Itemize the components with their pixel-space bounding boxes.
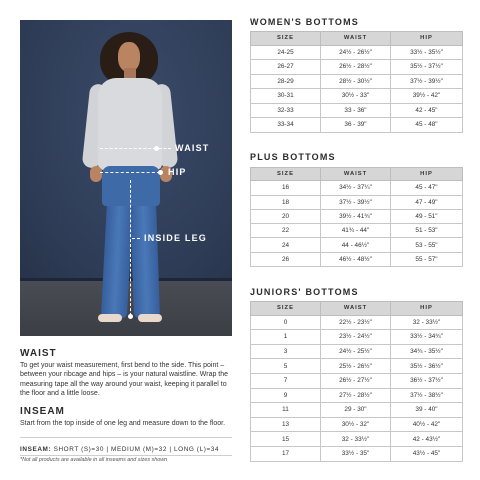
model-shoe-right [138,314,162,322]
model-hand-left [90,166,102,182]
cell-waist: 26½ - 27½" [321,373,391,388]
inseam-sizes-row [20,446,234,453]
cell-hip: 45 - 48" [391,118,463,133]
table-row [251,60,463,75]
cell-waist: 37½ - 39½" [321,195,391,209]
inseam-sizes-label: INSEAM: [20,446,52,453]
column-header-waist: WAIST [321,168,391,181]
cell-waist: 29 - 30" [321,403,391,418]
column-header-hip: HIP [391,302,463,316]
cell-waist: 32 - 33½" [321,432,391,447]
table-row [251,446,463,461]
cell-waist: 36 - 39" [321,118,391,133]
waist-measure-line [100,148,156,149]
table-row [251,181,463,195]
table-row [251,344,463,359]
cell-size: 1 [251,330,321,345]
divider-top [20,437,232,438]
table-row [251,359,463,374]
womens-table-title: WOMEN'S BOTTOMS [250,17,359,27]
cell-waist: 44 - 46½" [321,238,391,252]
cell-size: 20 [251,209,321,223]
inseam-instructions: Start from the top inside of one leg and measure down to the floor. [20,420,226,427]
table-header-row [251,168,463,181]
model-photo [20,20,232,336]
inseam-sizes-values: SHORT (S)=30 | MEDIUM (M)=32 | LONG (L)=34 [53,446,220,453]
cell-waist: 34½ - 37¼" [321,181,391,195]
cell-hip: 33½ - 34¾" [391,330,463,345]
table-row [251,388,463,403]
waist-callout-line [159,148,171,149]
cell-waist: 23½ - 24½" [321,330,391,345]
table-row [251,45,463,60]
cell-waist: 26½ - 28½" [321,60,391,75]
table-row [251,224,463,238]
cell-hip: 36½ - 37½" [391,373,463,388]
juniors-table-title: JUNIORS' BOTTOMS [250,287,359,297]
cell-waist: 30½ - 32" [321,417,391,432]
table-row [251,103,463,118]
availability-footnote: *Not all products are available in all inseams and sizes shown [20,457,168,463]
cell-hip: 34¾ - 35½" [391,344,463,359]
plus-size-table [250,167,463,267]
plus-table-title: PLUS BOTTOMS [250,152,336,162]
cell-size: 18 [251,195,321,209]
cell-hip: 49 - 51" [391,209,463,223]
table-row [251,315,463,330]
model-shoe-left [98,314,122,322]
cell-size: 24-25 [251,45,321,60]
cell-size: 16 [251,181,321,195]
cell-size: 32-33 [251,103,321,118]
column-header-hip: HIP [391,168,463,181]
inside-leg-measure-point [128,314,133,319]
cell-size: 11 [251,403,321,418]
cell-waist: 41¾ - 44" [321,224,391,238]
cell-size: 30-31 [251,89,321,104]
cell-hip: 47 - 49" [391,195,463,209]
cell-waist: 46½ - 48½" [321,252,391,266]
table-header-row [251,32,463,46]
hip-measure-point [158,170,163,175]
cell-size: 24 [251,238,321,252]
cell-waist: 22½ - 23½" [321,315,391,330]
cell-hip: 39½ - 42" [391,89,463,104]
model-sweater [98,78,162,170]
column-header-size: SIZE [251,302,321,316]
cell-size: 0 [251,315,321,330]
inside-leg-label: INSIDE LEG [144,233,208,243]
table-row [251,74,463,89]
table-row [251,417,463,432]
table-row [251,432,463,447]
column-header-waist: WAIST [321,302,391,316]
table-row [251,252,463,266]
table-row [251,118,463,133]
cell-hip: 51 - 53" [391,224,463,238]
model-leg-left [101,199,133,318]
table-row [251,330,463,345]
table-header-row [251,302,463,316]
cell-size: 17 [251,446,321,461]
cell-waist: 24½ - 26½" [321,45,391,60]
divider-bottom [20,455,232,456]
cell-waist: 28½ - 30½" [321,74,391,89]
waist-instructions: To get your waist measurement, first bend to the side. This point – between your ribcage and hips – is your natural waistline. Wrap the measuring tape all the way around your waist, keeping it parallel to the floor and a little loose. [20,362,229,398]
inside-leg-callout-line [132,238,140,239]
column-header-hip: HIP [391,32,463,46]
cell-size: 13 [251,417,321,432]
cell-hip: 35½ - 37½" [391,60,463,75]
table-row [251,195,463,209]
cell-waist: 39½ - 41¾" [321,209,391,223]
table-row [251,89,463,104]
cell-size: 26 [251,252,321,266]
cell-size: 7 [251,373,321,388]
table-row [251,209,463,223]
cell-hip: 37½ - 38½" [391,388,463,403]
cell-size: 5 [251,359,321,374]
cell-size: 15 [251,432,321,447]
juniors-size-table [250,301,463,462]
cell-hip: 43½ - 45" [391,446,463,461]
column-header-size: SIZE [251,168,321,181]
cell-hip: 45 - 47" [391,181,463,195]
cell-hip: 32 - 33½" [391,315,463,330]
hip-label: HIP [168,167,187,177]
cell-hip: 37½ - 39½" [391,74,463,89]
inside-leg-measure-line [130,180,131,316]
cell-hip: 40½ - 42" [391,417,463,432]
cell-size: 28-29 [251,74,321,89]
cell-size: 33-34 [251,118,321,133]
waist-heading: WAIST [20,348,57,359]
cell-hip: 35½ - 36½" [391,359,463,374]
inseam-heading: INSEAM [20,406,65,417]
hip-measure-line [100,172,160,173]
cell-hip: 42 - 45" [391,103,463,118]
model-leg-right [130,200,160,319]
cell-hip: 42 - 43½" [391,432,463,447]
cell-waist: 25½ - 26½" [321,359,391,374]
waist-label: WAIST [175,143,210,153]
table-row [251,373,463,388]
cell-waist: 27½ - 28½" [321,388,391,403]
cell-waist: 24½ - 25½" [321,344,391,359]
cell-size: 22 [251,224,321,238]
table-row [251,238,463,252]
womens-size-table [250,31,463,133]
cell-hip: 55 - 57" [391,252,463,266]
cell-hip: 53 - 55" [391,238,463,252]
column-header-waist: WAIST [321,32,391,46]
cell-size: 9 [251,388,321,403]
model-figure [20,20,232,336]
cell-waist: 33½ - 35" [321,446,391,461]
cell-waist: 30½ - 33" [321,89,391,104]
table-row [251,403,463,418]
cell-hip: 39 - 40" [391,403,463,418]
column-header-size: SIZE [251,32,321,46]
cell-hip: 33½ - 35½" [391,45,463,60]
cell-size: 26-27 [251,60,321,75]
cell-waist: 33 - 36" [321,103,391,118]
cell-size: 3 [251,344,321,359]
